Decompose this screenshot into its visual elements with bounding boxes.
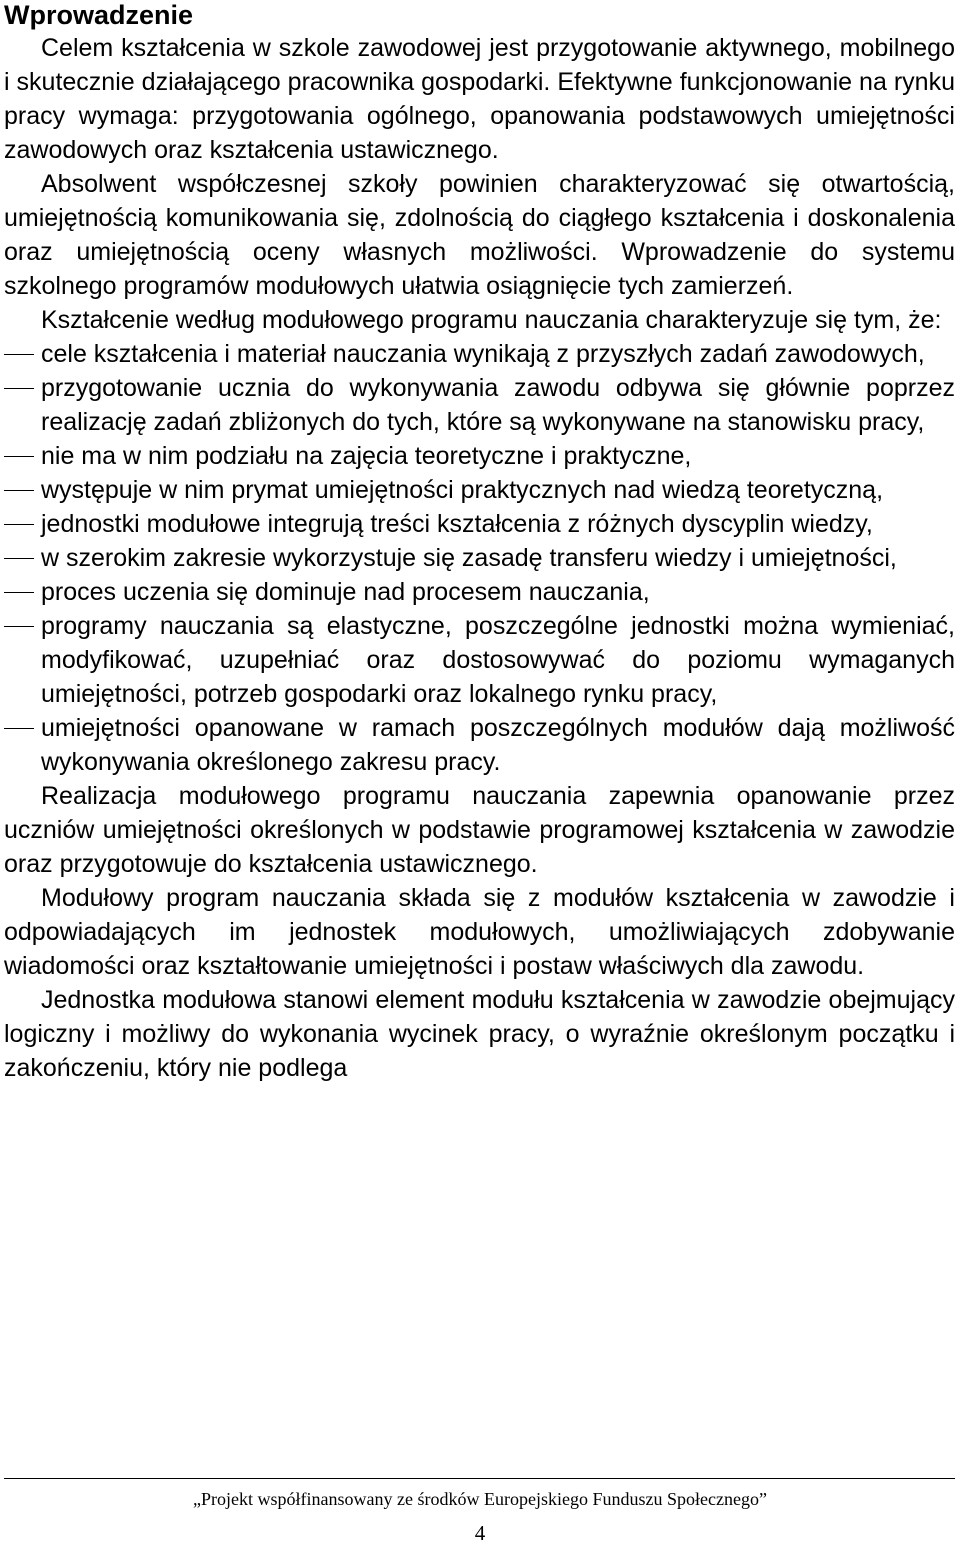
dash-bullet-icon xyxy=(4,490,34,491)
paragraph-graduate: Absolwent współczesnej szkoły powinien charakteryzować się otwartością, umiejętnością komunikowania się, zdolnością do ciągłego kształcenia i doskonalenia oraz umiejętnością oceny własnych możliwości. Wprowadzenie do systemu szkolnego programów modułowych ułatwia osiągnięcie tych zamierzeń. xyxy=(4,170,955,300)
dash-bullet-icon xyxy=(4,558,34,559)
document-page xyxy=(4,0,955,1085)
list-item-text: jednostki modułowe integrują treści kształcenia z różnych dyscyplin wiedzy, xyxy=(41,510,873,538)
list-item-text: przygotowanie ucznia do wykonywania zawodu odbywa się głównie poprzez realizację zadań zbliżonych do tych, które są wykonywane na stanowisku pracy, xyxy=(41,374,955,436)
dash-bullet-icon xyxy=(4,354,34,355)
list-item-text: umiejętności opanowane w ramach poszczególnych modułów dają możliwość wykonywania określonego zakresu pracy. xyxy=(41,714,955,776)
dash-bullet-icon xyxy=(4,388,34,389)
paragraph-intro: Celem kształcenia w szkole zawodowej jest przygotowanie aktywnego, mobilnego i skutecznie działającego pracownika gospodarki. Efektywne funkcjonowanie na rynku pracy wymaga: przygotowania ogólnego, opanowania podstawowych umiejętności zawodowych oraz kształcenia ustawicznego. xyxy=(4,34,955,164)
list-item xyxy=(4,473,955,507)
list-item xyxy=(4,507,955,541)
list-item xyxy=(4,575,955,609)
dash-bullet-icon xyxy=(4,456,34,457)
section-heading: Wprowadzenie xyxy=(4,0,194,30)
list-item-text: programy nauczania są elastyczne, poszczególne jednostki można wymieniać, modyfikować, uzupełniać oraz dostosowywać do poziomu wymaganych umiejętności, potrzeb gospodarki oraz lokalnego rynku pracy, xyxy=(41,612,955,708)
paragraph-list-lead: Kształcenie według modułowego programu nauczania charakteryzuje się tym, że: xyxy=(41,306,942,334)
list-item-text: występuje w nim prymat umiejętności praktycznych nad wiedzą teoretyczną, xyxy=(41,476,884,504)
list-item-text: w szerokim zakresie wykorzystuje się zasadę transferu wiedzy i umiejętności, xyxy=(41,544,897,572)
dash-bullet-icon xyxy=(4,626,34,627)
paragraph-modular-program: Modułowy program nauczania składa się z modułów kształcenia w zawodzie i odpowiadających im jednostek modułowych, umożliwiających zdobywanie wiadomości oraz kształtowanie umiejętności i postaw właściwych dla zawodu. xyxy=(4,884,955,980)
footer-project-note: „Projekt współfinansowany ze środków Europejskiego Funduszu Społecznego” xyxy=(193,1489,767,1509)
list-item-text: nie ma w nim podziału na zajęcia teoretyczne i praktyczne, xyxy=(41,442,692,470)
page-number: 4 xyxy=(474,1521,486,1545)
paragraph-module-unit: Jednostka modułowa stanowi element modułu kształcenia w zawodzie obejmujący logiczny i możliwy do wykonania wycinek pracy, o wyraźnie określonym początku i zakończeniu, który nie podlega xyxy=(4,986,955,1082)
list-item xyxy=(4,337,955,371)
list-item xyxy=(4,439,955,473)
footer-divider xyxy=(4,1478,955,1479)
dash-bullet-icon xyxy=(4,524,34,525)
list-item-text: proces uczenia się dominuje nad procesem nauczania, xyxy=(41,578,650,606)
list-item xyxy=(4,609,955,711)
list-item xyxy=(4,371,955,439)
list-item xyxy=(4,711,955,779)
dash-bullet-icon xyxy=(4,728,34,729)
paragraph-realization: Realizacja modułowego programu nauczania zapewnia opanowanie przez uczniów umiejętności określonych w podstawie programowej kształcenia w zawodzie oraz przygotowuje do kształcenia ustawicznego. xyxy=(4,782,955,878)
characteristics-list xyxy=(4,337,955,779)
list-item xyxy=(4,541,955,575)
dash-bullet-icon xyxy=(4,592,34,593)
list-item-text: cele kształcenia i materiał nauczania wynikają z przyszłych zadań zawodowych, xyxy=(41,340,925,368)
